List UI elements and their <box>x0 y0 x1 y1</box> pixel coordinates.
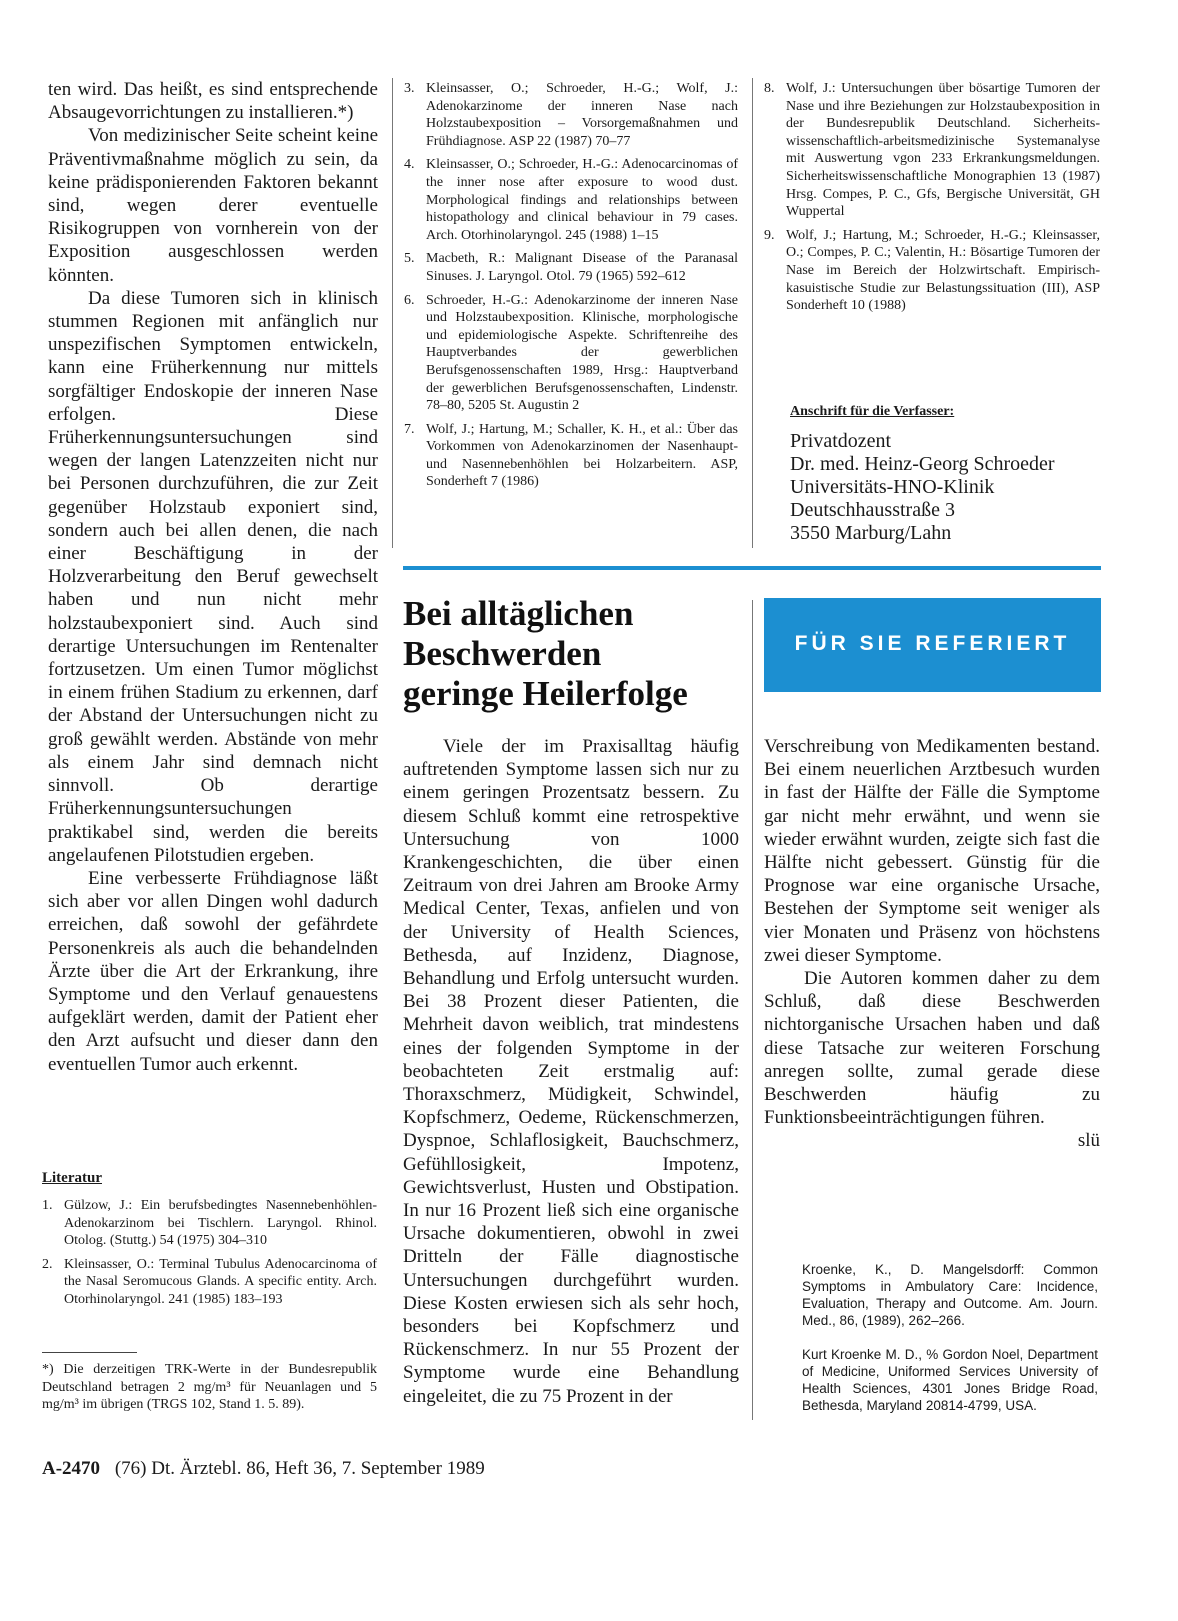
source-citation: Kroenke, K., D. Mangelsdorff: Common Symptoms in Ambulatory Care: Incidence, Evaluation, Therapy and Outcome. Am. Journ. Med., 86, (1989), 262–266. <box>802 1262 1098 1328</box>
column-divider <box>752 600 753 1420</box>
right-references <box>764 80 1100 321</box>
reference-item: 4. Kleinsasser, O.; Schroeder, H.-G.: Adenocarcinomas of the inner nose after exposure to wood dust. Morphological findings and relationships between histopathology and clinical behaviour in 79 cases. Arch. Otorhinolaryngol. 245 (1988) 1–15 <box>404 157 738 243</box>
article-column-1 <box>403 735 739 1408</box>
footnote: *) Die derzeitigen TRK-Werte in der Bundesrepublik Deutschland betragen 2 mg/m³ für Neuanlagen und 5 mg/m³ im übrigen (TRGS 102, Stand 1. 5. 89). <box>42 1362 377 1413</box>
address-line: Privatdozent <box>790 430 892 452</box>
title-line: Beschwerden <box>403 634 602 673</box>
left-paragraph: Da diese Tumoren sich in klinisch stummen Regionen mit anfänglich nur unspezifischen Symptomen entwickeln, kann eine Früherkennung nur mittels sorgfältiger Endoskopie der inneren Nase erfolgen. Diese Früherkennungsuntersuchungen sind wegen der langen Latenzzeiten nicht nur bei Personen durchzuführen, die zur Zeit gegenüber Holzstaub exponiert sind, sondern auch bei allen denen, die nach einer Beschäftigung in der Holzverarbeitung den Beruf gewechselt haben und nun nicht mehr holzstaubexponiert sind. Auch sind derartige Untersuchungen im Rentenalter fortzusetzen. Um einen Tumor möglichst in einem frühen Stadium zu erkennen, darf der Abstand der Untersuchungen nicht zu groß gewählt werden. Abstände von mehr als einem Jahr sind demnach nicht sinnvoll. Ob derartige Früherkennungsuntersuchungen praktikabel sind, werden die bereits angelaufenen Pilotstudien ergeben. <box>48 287 378 866</box>
address-block <box>790 430 1055 545</box>
page-id: A-2470 <box>42 1458 101 1479</box>
left-paragraph: Eine verbesserte Frühdiagnose läßt sich aber vor allen Dingen wohl dadurch erreichen, daß sowohl der gefährdete Personenkreis als auch die behandelnden Ärzte über die Art der Erkrankung, ihre Symptome und den Verlauf genauestens aufgeklärt werden, damit der Patient eher den Arzt aufsucht und dieser dann den eventuellen Tumor auch erkennt. <box>48 867 378 1075</box>
column-divider <box>392 78 393 548</box>
source-contact: Kurt Kroenke M. D., % Gordon Noel, Department of Medicine, Uniformed Services University of Health Sciences, 4301 Jones Bridge Road, Bethesda, Maryland 20814-4799, USA. <box>802 1347 1098 1413</box>
article-paragraph: Die Autoren kommen daher zu dem Schluß, daß diese Beschwerden nichtorganische Ursachen haben und daß diese Tatsache zur weiteren Forschung anregen sollte, zumal gerade diese Beschwerden häufig zu Funktionsbeeinträchtigungen führen. slü <box>764 968 1100 1152</box>
left-paragraph: ten wird. Das heißt, es sind entsprechende Absaugevorrichtungen zu installieren.*) <box>48 79 378 124</box>
title-line: geringe Heilerfolge <box>403 674 688 713</box>
reference-item: 3. Kleinsasser, O.; Schroeder, H.-G.; Wolf, J.: Adenokarzinome der inneren Nase nach Holzstaubexposition – Vorsorgemaßnahmen und Frühdiagnose. ASP 22 (1987) 70–77 <box>404 81 738 149</box>
reference-item: 2. Kleinsasser, O.: Terminal Tubulus Adenocarcinoma of the Nasal Seromucous Glands. A specific entity. Arch. Otorhinolaryngol. 241 (1985) 183–193 <box>42 1256 377 1307</box>
address-line: Dr. med. Heinz-Georg Schroeder <box>790 453 1055 475</box>
footnote-divider <box>42 1352 137 1353</box>
reference-item: 6. Schroeder, H.-G.: Adenokarzinome der inneren Nase und Holzstaubexposition. Klinische, morphologische und epidemiologische Aspekte. Schriftenreihe des Hauptverbandes der gewerblichen Berufsgenossenschaften 1989, Hrsg.: Hauptverband der gewerblichen Berufsgenossenschaften, Lindenstr. 78–80, 5205 St. Augustin 2 <box>404 292 738 414</box>
left-references <box>42 1197 377 1315</box>
column-divider <box>752 78 753 548</box>
page-footer <box>42 1458 485 1480</box>
address-heading: Anschrift für die Verfasser: <box>790 404 955 419</box>
address-line: 3550 Marburg/Lahn <box>790 522 952 544</box>
reference-item: 5. Macbeth, R.: Malignant Disease of the Paranasal Sinuses. J. Laryngol. Otol. 79 (1965) 592–612 <box>404 251 738 284</box>
reference-item: 9. Wolf, J.; Hartung, M.; Schroeder, H.-G.; Kleinsasser, O.; Compes, P. C.; Valentin, H.: Bösartige Tumoren der Nase im Bereich der Holzwirtschaft. Empirisch-kasuistische Studie zur Belastungssituation (III), ASP Sonderheft 10 (1988) <box>764 227 1100 314</box>
address-line: Universitäts-HNO-Klinik <box>790 476 995 498</box>
author-signature: slü <box>1077 1130 1100 1152</box>
article-column-2 <box>764 735 1100 1153</box>
reference-item: 8. Wolf, J.: Untersuchungen über bösartige Tumoren der Nase und ihre Beziehungen zur Holzstaubexposition in der Bundesrepublik Deutschland. Sicherheits-wissenschaftlich-arbeitsmedizinische Systemanalyse mit Auswertung vgon 233 Erkrankungsmeldungen. Sicherheitswissenschaftliche Monographien 13 (1987) Hrsg. Compes, P. C., Gfs, Bergische Universität, GH Wuppertal <box>764 81 1100 220</box>
section-badge <box>764 598 1101 692</box>
article-paragraph: Verschreibung von Medikamenten bestand. Bei einem neuerlichen Arztbesuch wurden in fast der Hälfte der Fälle die Symptome gar nicht mehr erwähnt, und wenn sie wieder erwähnt wurden, zeigte sich fast die Hälfte nicht gebessert. Günstig für die Prognose war eine organische Ursache, Bestehen der Symptome seit weniger als vier Monaten und Präsenz von höchstens zwei dieser Symptome. <box>764 736 1100 966</box>
middle-references <box>404 80 738 497</box>
title-line: Bei alltäglichen <box>403 594 634 633</box>
literatur-heading: Literatur <box>42 1170 102 1186</box>
address-line: Deutschhausstraße 3 <box>790 499 955 521</box>
footer-citation: (76) Dt. Ärztebl. 86, Heft 36, 7. September 1989 <box>114 1458 485 1479</box>
reference-item: 1. Gülzow, J.: Ein berufsbedingtes Nasennebenhöhlen-Adenokarzinom bei Tischlern. Laryngol. Rhinol. Otolog. (Stuttg.) 54 (1975) 304–310 <box>42 1198 377 1249</box>
left-paragraph: Von medizinischer Seite scheint keine Präventivmaßnahme möglich zu sein, da keine prädisponierenden Faktoren bekannt sind, wegen derer eventuelle Risikogruppen von vornherein von der Exposition ausgeschlossen werden könnten. <box>48 125 378 286</box>
section-accent-bar <box>403 566 1101 570</box>
reference-item: 7. Wolf, J.; Hartung, M.; Schaller, K. H., et al.: Über das Vorkommen von Adenokarzinomen der Nasenhaupt- und Nasennebenhöhlen bei Holzarbeitern. ASP, Sonderheft 7 (1986) <box>404 421 738 490</box>
article-title <box>403 594 753 714</box>
article-paragraph: Viele der im Praxisalltag häufig auftretenden Symptome lassen sich nur zu einem geringen Prozentsatz bessern. Zu diesem Schluß kommt eine retrospektive Untersuchung von 1000 Krankengeschichten, die über einen Zeitraum von drei Jahren am Brooke Army Medical Center, Texas, anfielen und von der University of Health Sciences, Bethesda, auf Inzidenz, Diagnose, Behandlung und Erfolg untersucht wurden. Bei 38 Prozent dieser Patienten, die Mehrheit davon weiblich, trat mindestens eines der folgenden Symptome in der beobachteten Zeit erstmalig auf: Thoraxschmerz, Müdigkeit, Schwindel, Kopfschmerz, Oedeme, Rückenschmerzen, Dyspnoe, Schlaflosigkeit, Bauchschmerz, Gefühllosigkeit, Impotenz, Gewichtsverlust, Husten und Obstipation. In nur 16 Prozent ließ sich eine organische Ursache dokumentieren, obwohl in zwei Dritteln der Fälle diagnostische Untersuchungen durchgeführt wurden. Diese Kosten erwiesen sich als sehr hoch, besonders bei Kopfschmerz und Rückenschmerz. In nur 55 Prozent der Symptome wurde eine Behandlung eingeleitet, die zu 75 Prozent in der <box>403 736 739 1407</box>
left-column <box>48 78 378 1076</box>
badge-label: FÜR SIE REFERIERT <box>794 632 1071 655</box>
